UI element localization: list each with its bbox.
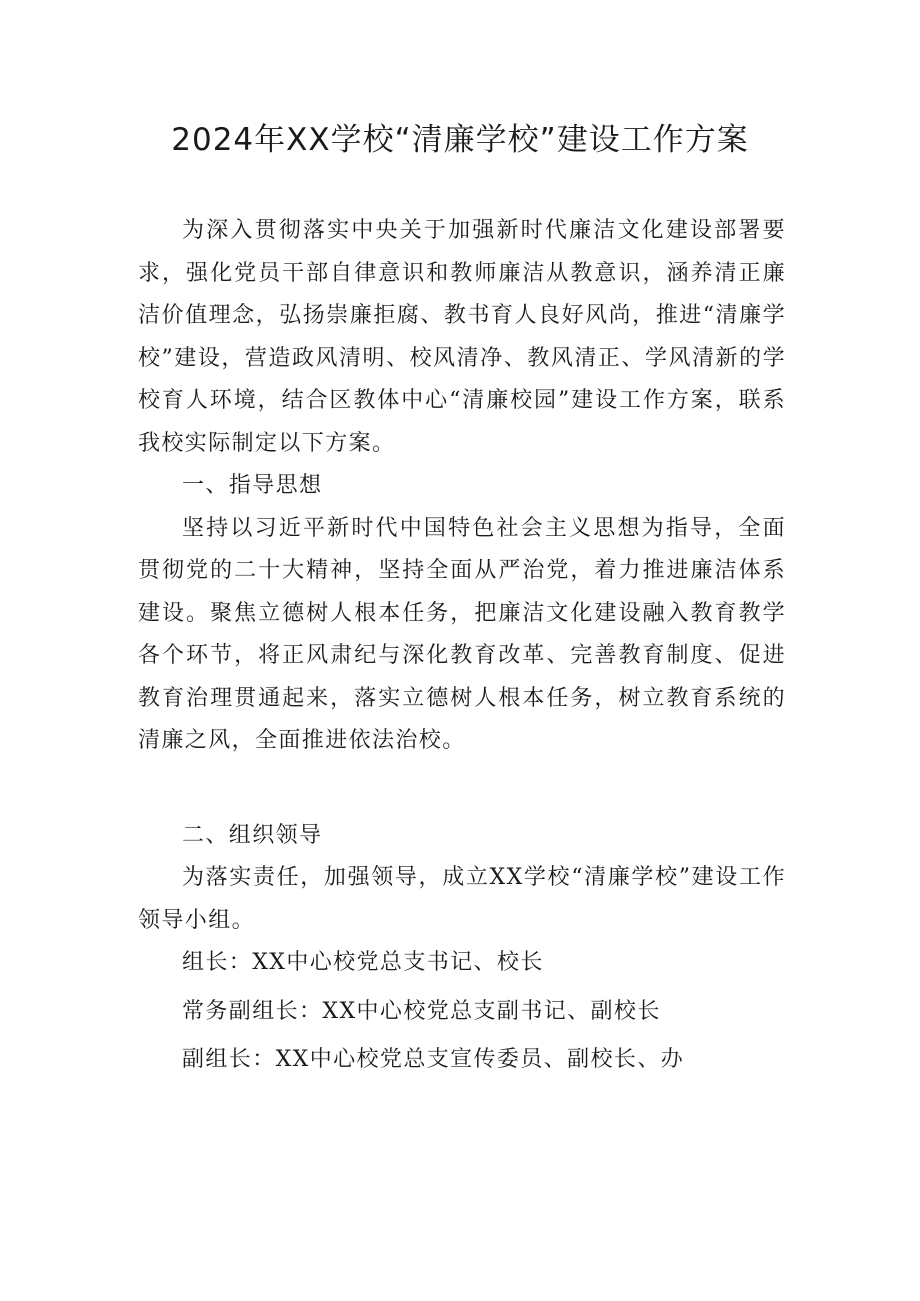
organization-paragraph: 为落实责任，加强领导，成立XX学校“清廉学校”建设工作领导小组。 — [138, 865, 786, 933]
document-title: 2024年XX学校“清廉学校”建设工作方案 — [171, 122, 749, 158]
section-heading-guiding-ideology: 一、指导思想 — [182, 473, 323, 498]
role-leader: 组长：XX中心校党总支书记、校长 — [182, 950, 544, 975]
guiding-ideology-paragraph: 坚持以习近平新时代中国特色社会主义思想为指导，全面贯彻党的二十大精神，坚持全面从严治党，着力推进廉洁体系建设。聚焦立德树人根本任务，把廉洁文化建设融入教育教学各个环节，将正风肃纪与深化教育改革、完善教育制度、促进教育治理贯通起来，落实立德树人根本任务，树立教育系统的清廉之风，全面推进依法治校。 — [138, 515, 786, 753]
role-executive-deputy: 常务副组长：XX中心校党总支副书记、副校长 — [182, 998, 661, 1024]
section-gap — [138, 763, 786, 815]
section-heading-organization: 二、组织领导 — [182, 822, 323, 848]
document-body — [138, 210, 786, 1082]
intro-paragraph: 为深入贯彻落实中央关于加强新时代廉洁文化建设部署要求，强化党员干部自律意识和教师廉洁从教意识，涵养清正廉洁价值理念，弘扬崇廉拒腐、教书育人良好风尚，推进“清廉学校”建设，营造政风清明、校风清净、教风清正、学风清新的学校育人环境，结合区教体中心“清廉校园”建设工作方案，联系我校实际制定以下方案。 — [138, 218, 786, 456]
leadership-list — [138, 942, 786, 1082]
role-deputy: 副组长：XX中心校党总支宣传委员、副校长、办 — [182, 1047, 685, 1072]
